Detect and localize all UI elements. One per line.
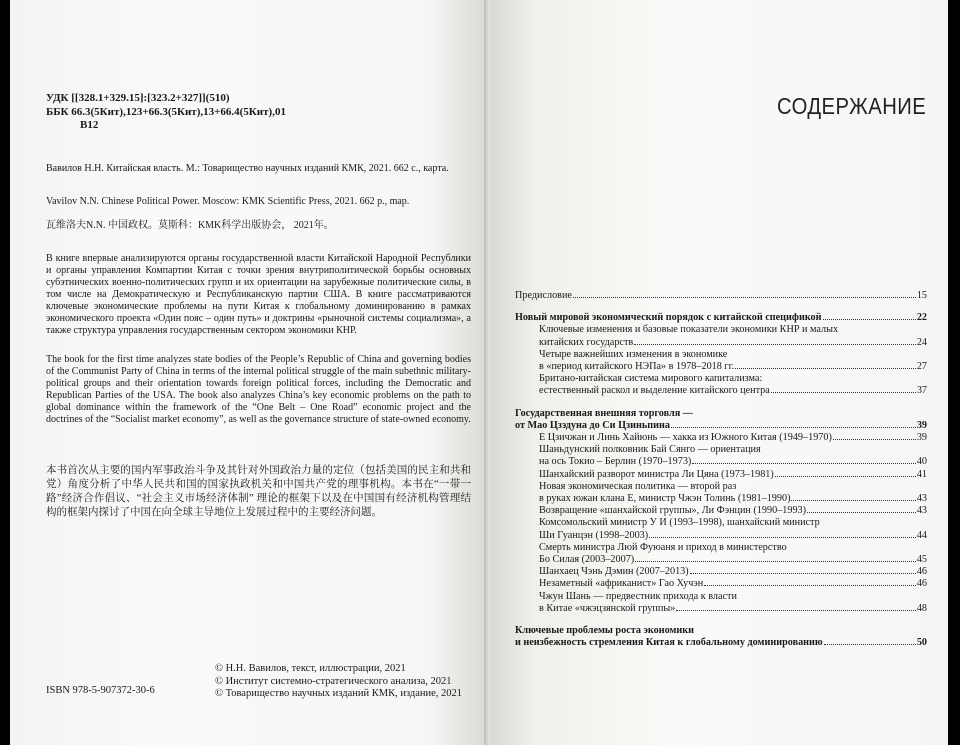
toc-entry-line: Комсомольский министр У И (1993–1998), шанхайский министр bbox=[539, 517, 820, 529]
toc-entry-title: Предисловие bbox=[515, 290, 572, 301]
leader-dots bbox=[690, 573, 916, 574]
leader-dots bbox=[824, 644, 916, 645]
toc-page-number: 45 bbox=[916, 554, 927, 566]
toc-page-number: 39 bbox=[916, 432, 927, 444]
toc-page-number: 41 bbox=[916, 468, 927, 480]
leader-dots bbox=[771, 392, 916, 393]
toc-page-number: 37 bbox=[916, 385, 927, 397]
toc-section-title: Ключевые проблемы роста экономики bbox=[515, 625, 695, 637]
toc-entry-line: Шанхайский разворот министра Ли Цяна (1973–1981) bbox=[539, 468, 774, 480]
leader-dots bbox=[823, 319, 916, 320]
toc-entry-line: в Китае «чжэцзянской группы» bbox=[539, 602, 676, 614]
toc-entry-line: Чжун Шань — предвестник прихода к власти bbox=[539, 590, 737, 602]
abstract-ru: В книге впервые анализируются органы государственной власти Китайской Народной Республики и органы управления Компартии Китая с точки зрения внутриполитической борьбы основных субэтнических военно-политических групп и их ориентации на зарубежные политические силы, в том числе на Демократическую и Республиканскую партии США. В книге рассматриваются ключевые экономические проблемы на пути Китая к глобальному доминированию в рамках экономического проекта «Один пояс – один путь» и доктрины «рыночной системы социализма», а также структура управления государственным сектором экономики КНР. bbox=[46, 253, 471, 336]
toc-entry[interactable] bbox=[515, 469, 927, 481]
toc-entry-line: в руках южан клана Е, министр Чжэн Толинь (1981–1990) bbox=[539, 493, 791, 505]
toc-entry-line: Незаметный «африканист» Гао Хучэн bbox=[539, 578, 704, 590]
toc-page-number: 43 bbox=[916, 493, 927, 505]
leader-dots bbox=[735, 368, 916, 369]
table-of-contents bbox=[515, 290, 927, 649]
toc-section-title: Новый мировой экономический порядок с китайской спецификой bbox=[515, 312, 822, 324]
copyright-block bbox=[215, 663, 462, 701]
abstract-en: The book for the first time analyzes state bodies of the People’s Republic of China and governing bodies of the Communist Party of China in terms of the internal political struggle of the main subethnic military-political groups and their orientation towards foreign political forces, including the Democratic and Republican Parties of the USA. The book also analyzes China’s key economic problems on the path to global dominance within the framework of the “One Belt – One Road” economic project and the doctrines of the “Socialist market economy”, as well as the governance structure of state-owned economy. bbox=[46, 354, 471, 425]
toc-entry[interactable] bbox=[515, 373, 927, 397]
leader-dots bbox=[692, 463, 916, 464]
leader-dots bbox=[833, 439, 916, 440]
toc-page-number: 46 bbox=[916, 566, 927, 578]
toc-section-title: от Мао Цзэдуна до Си Цзиньпина bbox=[515, 419, 670, 431]
toc-entry[interactable] bbox=[515, 505, 927, 517]
toc-entry-line: Бо Силая (2003–2007) bbox=[539, 554, 635, 566]
toc-entry[interactable] bbox=[515, 591, 927, 615]
copyright-line: © Н.Н. Вавилов, текст, иллюстрации, 2021 bbox=[215, 663, 406, 674]
toc-entry-preface[interactable] bbox=[515, 290, 927, 302]
citation-zh: 瓦维洛夫N.N. 中国政权。莫斯科：KMK科学出版协会， 2021年。 bbox=[46, 220, 334, 231]
left-page bbox=[10, 0, 487, 745]
right-page bbox=[487, 0, 948, 745]
toc-page-number: 50 bbox=[916, 637, 927, 649]
toc-entry-line: на ось Токио – Берлин (1970–1973) bbox=[539, 456, 692, 468]
toc-page-number: 27 bbox=[916, 361, 927, 373]
toc-entry[interactable] bbox=[515, 542, 927, 566]
toc-section-3[interactable] bbox=[515, 625, 927, 649]
toc-page-number: 43 bbox=[916, 505, 927, 517]
toc-entry-line: Смерть министра Люй Фуюаня и приход в министерство bbox=[539, 541, 787, 553]
abstract-zh: 本书首次从主要的国内军事政治斗争及其针对外国政治力量的定位（包括美国的民主和共和党）角度分析了中华人民共和国的国家执政机关和中国共产党的理事机构。本书在“一带一路”经济合作倡议、“社会主义市场经济体制” 理论的框架下以及在中国国有经济机构管理结构的框架内探讨了中国在向全球主导地位上发展过程中的主要经济问题。 bbox=[46, 465, 471, 518]
toc-entry[interactable] bbox=[515, 517, 927, 541]
toc-entry[interactable] bbox=[515, 444, 927, 468]
leader-dots bbox=[635, 561, 916, 562]
leader-dots bbox=[634, 344, 916, 345]
toc-page-number: 48 bbox=[916, 602, 927, 614]
classification-codes bbox=[46, 92, 471, 133]
toc-entry[interactable] bbox=[515, 481, 927, 505]
toc-page-number: 46 bbox=[916, 578, 927, 590]
toc-entry-line: Четыре важнейших изменения в экономике bbox=[539, 348, 728, 360]
leader-dots bbox=[676, 610, 916, 611]
book-gutter bbox=[484, 0, 490, 745]
toc-heading: СОДЕРЖАНИЕ bbox=[777, 93, 927, 119]
toc-section-1[interactable] bbox=[515, 312, 927, 324]
toc-page-number: 44 bbox=[916, 529, 927, 541]
toc-entry[interactable] bbox=[515, 349, 927, 373]
toc-entry[interactable] bbox=[515, 324, 927, 348]
copyright-line: © Институт системно-стратегического анализа, 2021 bbox=[215, 675, 452, 687]
toc-entry-line: Шанхаец Чэнь Дэмин (2007–2013) bbox=[539, 566, 689, 578]
toc-entry[interactable] bbox=[515, 432, 927, 444]
toc-page-number: 22 bbox=[916, 312, 927, 324]
copyright-line: © Товарищество научных изданий КМК, издание, 2021 bbox=[215, 688, 463, 699]
toc-entry-line: в «период китайского НЭПа» в 1978–2018 гг. bbox=[539, 361, 735, 373]
toc-entry-line: Ключевые изменения и базовые показатели экономики КНР и малых bbox=[539, 324, 839, 336]
toc-section-2[interactable] bbox=[515, 408, 927, 432]
udk-code: УДК [[328.1+329.15]:[323.2+327]](510) bbox=[46, 92, 230, 104]
leader-dots bbox=[791, 500, 915, 501]
toc-entry-line: Е Цзичжан и Линь Хайюнь — хакка из Южного Китая (1949–1970) bbox=[539, 432, 832, 444]
author-code: В12 bbox=[80, 119, 99, 131]
toc-page-number: 24 bbox=[916, 336, 927, 348]
leader-dots bbox=[649, 537, 916, 538]
toc-entry-line: Возвращение «шанхайской группы», Ли Фэнцин (1990–1993) bbox=[539, 505, 807, 517]
toc-entry-line: Британо-китайская система мирового капитализма: bbox=[539, 373, 763, 385]
toc-entry-line: китайских государств bbox=[539, 336, 634, 348]
citation-en: Vavilov N.N. Chinese Political Power. Moscow: KMK Scientific Press, 2021. 662 p., map. bbox=[46, 196, 410, 207]
toc-entry-line: Ши Гуанцэн (1998–2003) bbox=[539, 529, 649, 541]
leader-dots bbox=[573, 297, 916, 298]
leader-dots bbox=[775, 476, 916, 477]
leader-dots bbox=[704, 585, 916, 586]
toc-entry[interactable] bbox=[515, 578, 927, 590]
isbn: ISBN 978-5-907372-30-6 bbox=[46, 685, 155, 696]
bbk-code: ББК 66.3(5Кит),123+66.3(5Кит),13+66.4(5Кит),01 bbox=[46, 105, 286, 118]
citation-ru: Вавилов Н.Н. Китайская власть. М.: Товарищество научных изданий КМК, 2021. 662 с., карта. bbox=[46, 163, 449, 174]
toc-page-number: 15 bbox=[916, 290, 927, 301]
leader-dots bbox=[671, 427, 916, 428]
leader-dots bbox=[807, 512, 916, 513]
toc-entry-line: Новая экономическая политика — второй раз bbox=[539, 480, 737, 492]
toc-section-title: Государственная внешняя торговля — bbox=[515, 407, 693, 419]
toc-entry-line: Шаньдунский полковник Бай Сянго — ориентация bbox=[539, 444, 761, 456]
toc-page-number: 39 bbox=[916, 419, 927, 431]
toc-entry-line: естественный раскол и выделение китайского центра bbox=[539, 385, 770, 397]
toc-section-title: и неизбежность стремления Китая к глобальному доминированию bbox=[515, 637, 823, 649]
toc-page-number: 40 bbox=[916, 456, 927, 468]
toc-entry[interactable] bbox=[515, 566, 927, 578]
